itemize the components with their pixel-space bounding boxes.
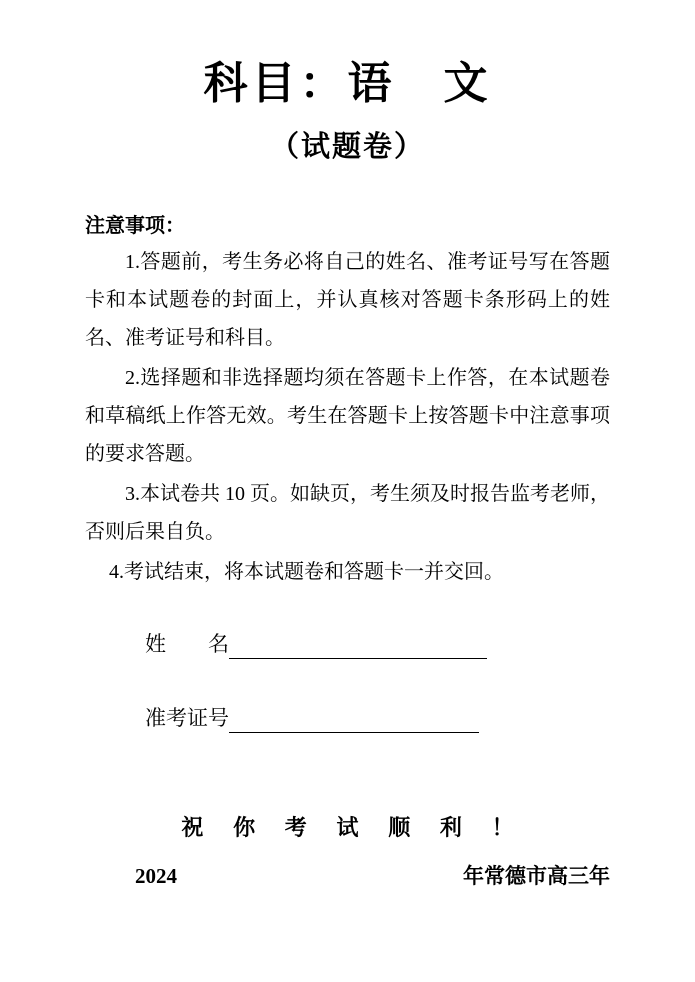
notice-item-4: 4.考试结束，将本试题卷和答题卡一并交回。 (109, 561, 504, 584)
exam-number-label: 准考证号 (145, 706, 229, 731)
notice-item-1: 1.答题前，考生务必将自己的姓名、准考证号写在答题卡和本试题卷的封面上，并认真核对答题卡条形码上的姓名、准考证号和科目。 (85, 251, 610, 350)
notice-item-2: 2.选择题和非选择题均须在答题卡上作答，在本试题卷和草稿纸上作答无效。考生在答题卡上按答题卡中注意事项的要求答题。 (85, 367, 610, 466)
exam-number-field-row (145, 703, 610, 733)
page-title: 科目：语 文 (203, 59, 492, 108)
notice-section (85, 211, 610, 733)
notice-item-3: 3.本试卷共 10 页。如缺页，考生须及时报告监考老师，否则后果自负。 (85, 483, 610, 544)
name-field-row (145, 629, 610, 659)
footer-year: 2024 (135, 864, 177, 889)
name-label: 姓 名 (145, 632, 229, 657)
name-underline (229, 631, 487, 659)
notice-heading: 注意事项： (85, 215, 185, 238)
good-luck-message: 祝 你 考 试 顺 利 ！ (181, 815, 526, 841)
exam-number-underline (229, 705, 479, 733)
footer-school-text: 年常德市高三年 (463, 864, 610, 889)
page-subtitle: （试题卷） (269, 131, 425, 164)
footer (135, 860, 610, 890)
